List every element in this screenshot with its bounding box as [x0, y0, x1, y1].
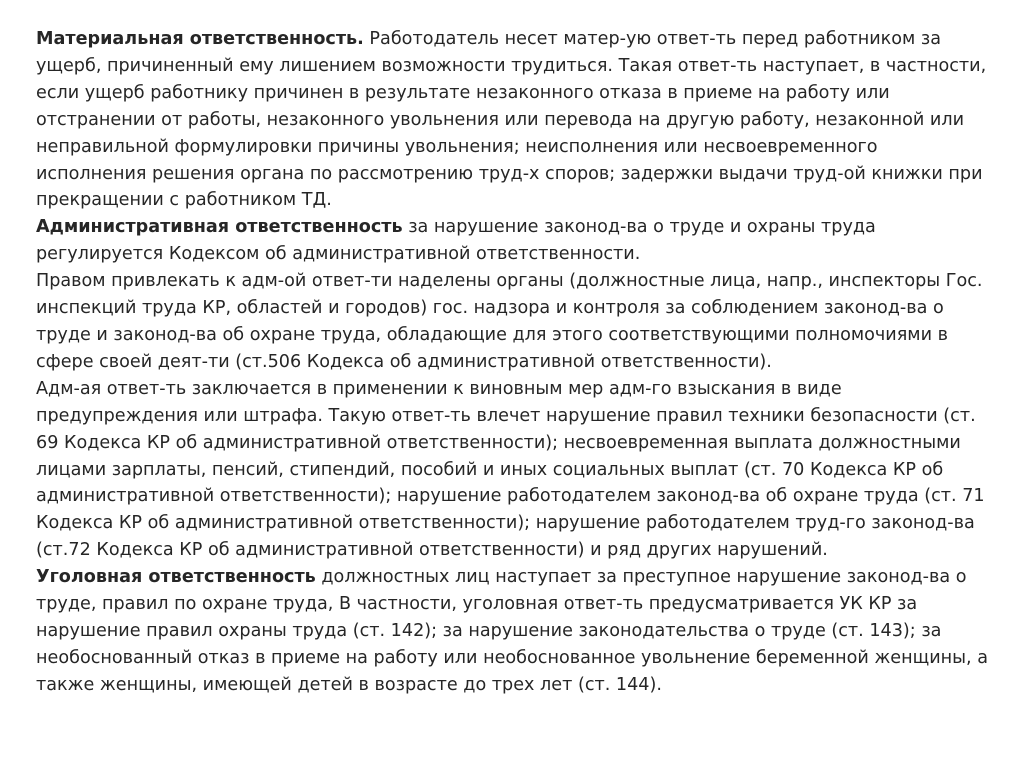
term-criminal-liability: Уголовная ответственность [36, 567, 316, 588]
paragraph-material-liability [36, 26, 988, 214]
paragraph-criminal-liability [36, 564, 988, 699]
text-material-liability: Работодатель несет матер-ую ответ-ть перед работником за ущерб, причиненный ему лишением возможности трудиться. Такая ответ-ть наступает, в частности, если ущерб работнику причинен в результате незаконного отказа в приеме на работу или отстранении от работы, незаконного увольнения или перевода на другую работу, незаконной или неправильной формулировки причины увольнения; неисполнения или несвоевременного исполнения решения органа по рассмотрению труд-х споров; задержки выдачи труд-ой книжки при прекращении с работником ТД. [36, 29, 987, 211]
paragraph-administrative-measures: Адм-ая ответ-ть заключается в применении к виновным мер адм-го взыскания в виде предупреждения или штрафа. Такую ответ-ть влечет нарушение правил техники безопасности (ст. 69 Кодекса КР об административной ответственности); несвоевременная выплата должностными лицами зарплаты, пенсий, стипендий, пособий и иных социальных выплат (ст. 70 Кодекса КР об административной ответственности); нарушение работодателем законод-ва об охране труда (ст. 71 Кодекса КР об административной ответственности); нарушение работодателем труд-го законод-ва (ст.72 Кодекса КР об административной ответственности) и ряд других нарушений. [36, 378, 985, 561]
text-criminal-liability: должностных лиц наступает за преступное нарушение законод-ва о труде, правил по охране труда, В частности, уголовная ответ-ть предусматривается УК КР за нарушение правил охраны труда (ст. 142); за нарушение законодательства о труде (ст. 143); за необоснованный отказ в приеме на работу или необоснованное увольнение беременной женщины, а также женщины, имеющей детей в возрасте до трех лет (ст. 144). [36, 567, 988, 695]
text-administrative-liability: за нарушение законод-ва о труде и охраны труда регулируется Кодексом об административной ответственности. [36, 217, 876, 265]
paragraph-authority: Правом привлекать к адм-ой ответ-ти наделены органы (должностные лица, напр., инспекторы Гос. инспекций труда КР, областей и городов) гос. надзора и контроля за соблюдением законод-ва о труде и законод-ва об охране труда, обладающие для этого соответствующими полномочиями в сфере своей деят-ти (ст.506 Кодекса об административной ответственности). [36, 271, 983, 372]
slide-body-text [36, 26, 988, 699]
term-material-liability: Материальная ответственность. [36, 29, 364, 49]
paragraph-administrative-liability [36, 214, 988, 268]
term-administrative-liability: Административная ответственность [36, 217, 403, 238]
